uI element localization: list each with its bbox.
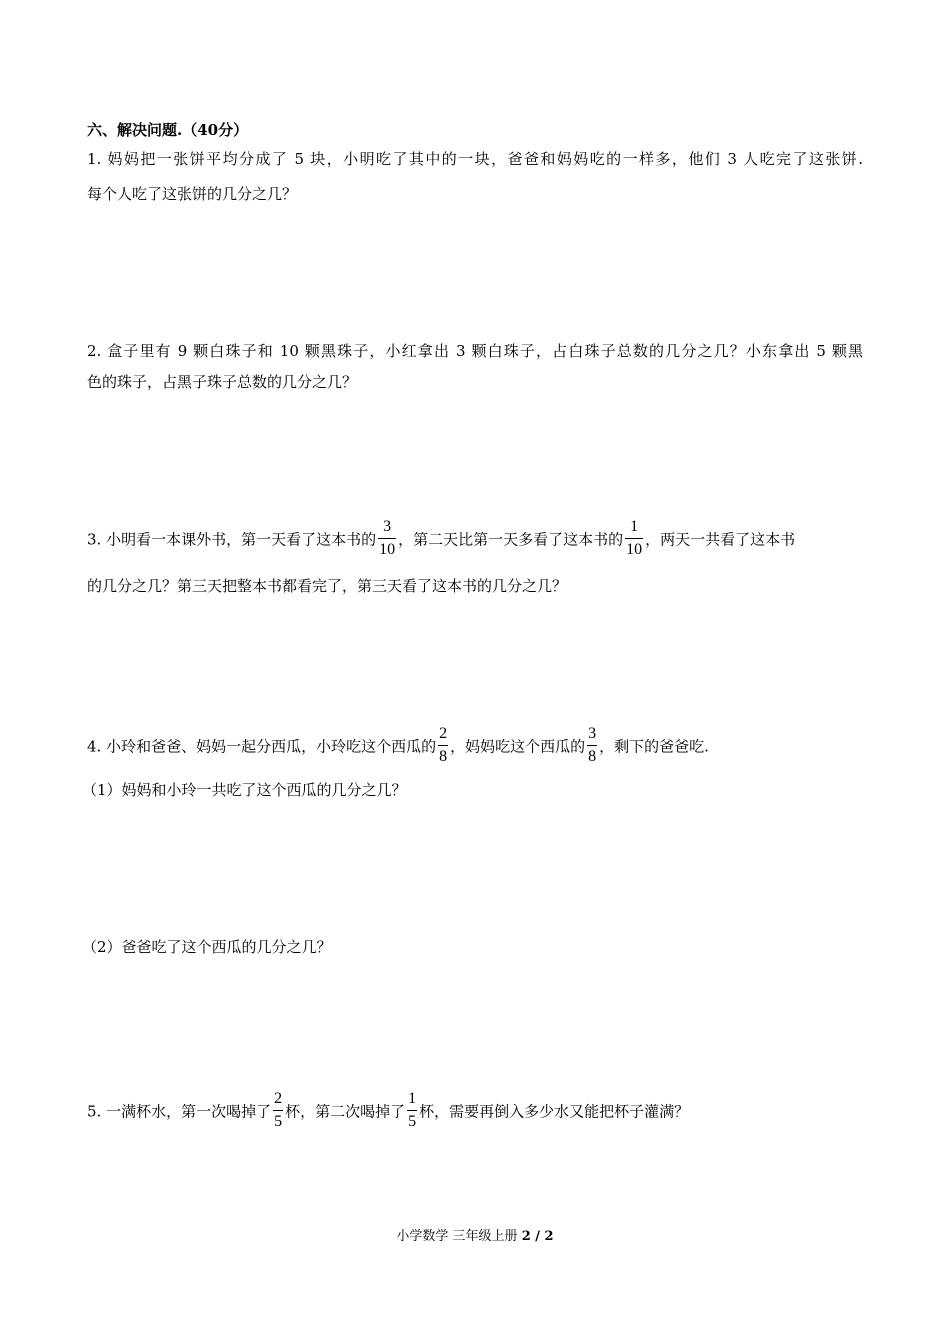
question-4-text-a: 4. 小玲和爸爸、妈妈一起分西瓜，小玲吃这个西瓜的 [87,737,437,756]
fraction-numerator: 3 [588,725,597,742]
question-5-line-1 [87,1092,689,1133]
question-4-text-b: ，妈妈吃这个西瓜的 [450,737,586,756]
question-1-line-1: 1. 妈妈把一张饼平均分成了 5 块，小明吃了其中的一块，爸爸和妈妈吃的一样多，他们 3 人吃完了这张饼. [87,150,863,168]
fraction-bar [378,538,396,539]
fraction-denominator: 5 [274,1113,283,1130]
question-3-line-2: 的几分之几？第三天把整本书都看完了，第三天看了这本书的几分之几？ [87,577,568,595]
fraction-numerator: 3 [383,518,392,535]
fraction-bar [273,1110,283,1111]
fraction-bar [407,1110,417,1111]
question-2-line-1: 2. 盒子里有 9 颗白珠子和 10 颗黑珠子，小红拿出 3 颗白珠子，占白珠子总数的几分之几？小东拿出 5 颗黑 [87,342,863,360]
fraction-2-8 [438,725,448,766]
fraction-3-8 [587,725,597,766]
question-4-text-c: ，剩下的爸爸吃. [599,737,709,756]
question-3-line-1 [87,520,795,561]
fraction-bar [625,538,643,539]
page-footer [0,1228,950,1246]
fraction-3-10 [378,518,396,559]
fraction-denominator: 10 [379,541,396,558]
question-5-text-b: 杯，第二次喝掉了 [285,1102,406,1121]
question-5-text-a: 5. 一满杯水，第一次喝掉了 [87,1102,272,1121]
question-2-line-2: 色的珠子，占黑子珠子总数的几分之几？ [87,373,358,391]
question-3-text-a: 3. 小明看一本课外书，第一天看了这本书的 [87,530,377,549]
question-5-text-c: 杯，需要再倒入多少水又能把杯子灌满？ [419,1102,690,1121]
question-4-line-1 [87,727,709,768]
fraction-denominator: 10 [626,541,643,558]
question-3-text-b: ，第二天比第一天多看了这本书的 [398,530,624,549]
fraction-numerator: 2 [274,1090,283,1107]
fraction-2-5 [273,1090,283,1131]
section-title: 六、解决问题.（40分） [87,121,249,139]
fraction-numerator: 2 [439,725,448,742]
fraction-denominator: 8 [588,748,597,765]
fraction-numerator: 1 [630,518,639,535]
question-3-text-c: ，两天一共看了这本书 [645,530,796,549]
fraction-bar [438,745,448,746]
question-1-line-2: 每个人吃了这张饼的几分之几？ [87,185,298,203]
fraction-numerator: 1 [408,1090,417,1107]
fraction-bar [587,745,597,746]
question-4-sub-1: （1）妈妈和小玲一共吃了这个西瓜的几分之几？ [82,781,407,799]
footer-label: 小学数学 三年级上册 [396,1229,518,1244]
fraction-1-10 [625,518,643,559]
question-4-sub-2: （2）爸爸吃了这个西瓜的几分之几？ [82,938,332,956]
fraction-1-5 [407,1090,417,1131]
fraction-denominator: 8 [439,748,448,765]
fraction-denominator: 5 [408,1113,417,1130]
page-number: 2 / 2 [521,1229,554,1244]
